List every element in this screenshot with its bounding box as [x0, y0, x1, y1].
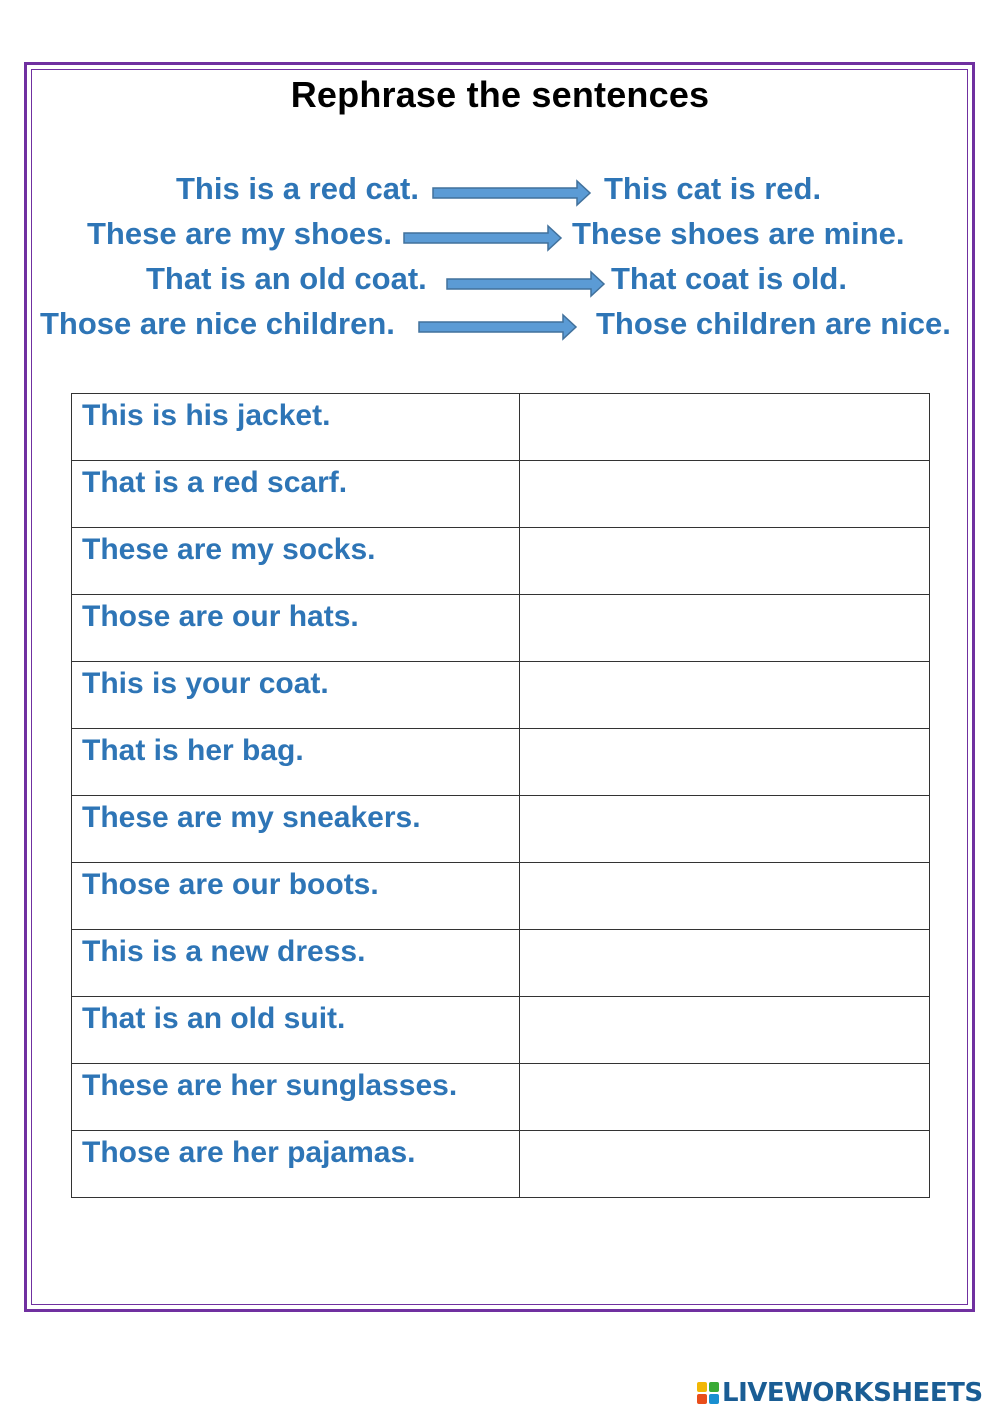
- answer-cell[interactable]: [519, 997, 929, 1064]
- prompt-cell: These are my sneakers.: [72, 796, 520, 863]
- exercise-table: [71, 393, 930, 1198]
- answer-cell[interactable]: [519, 595, 929, 662]
- answer-cell[interactable]: [519, 528, 929, 595]
- example-source: That is an old coat.: [146, 261, 427, 296]
- answer-cell[interactable]: [519, 662, 929, 729]
- right-arrow-icon: [403, 224, 563, 252]
- prompt-cell: Those are her pajamas.: [72, 1131, 520, 1198]
- answer-cell[interactable]: [519, 1064, 929, 1131]
- answer-cell[interactable]: [519, 461, 929, 528]
- table-row: [72, 595, 930, 662]
- example-result: Those children are nice.: [596, 306, 951, 341]
- table-row: [72, 997, 930, 1064]
- answer-cell[interactable]: [519, 1131, 929, 1198]
- table-row: [72, 1131, 930, 1198]
- example-source: These are my shoes.: [87, 216, 392, 251]
- answer-cell[interactable]: [519, 729, 929, 796]
- example-source: This is a red cat.: [176, 171, 419, 206]
- answer-cell[interactable]: [519, 863, 929, 930]
- table-row: [72, 394, 930, 461]
- prompt-cell: This is your coat.: [72, 662, 520, 729]
- table-row: [72, 729, 930, 796]
- answer-cell[interactable]: [519, 796, 929, 863]
- answer-cell[interactable]: [519, 394, 929, 461]
- right-arrow-icon: [432, 179, 592, 207]
- prompt-cell: Those are our boots.: [72, 863, 520, 930]
- prompt-cell: That is an old suit.: [72, 997, 520, 1064]
- example-result: These shoes are mine.: [572, 216, 905, 251]
- table-row: [72, 461, 930, 528]
- table-row: [72, 1064, 930, 1131]
- prompt-cell: This is a new dress.: [72, 930, 520, 997]
- liveworksheets-logo-icon: [697, 1382, 719, 1404]
- example-result: This cat is red.: [604, 171, 822, 206]
- table-row: [72, 662, 930, 729]
- prompt-cell: These are my socks.: [72, 528, 520, 595]
- table-row: [72, 930, 930, 997]
- table-row: [72, 796, 930, 863]
- prompt-cell: That is a red scarf.: [72, 461, 520, 528]
- liveworksheets-brand: [697, 1376, 983, 1410]
- prompt-cell: That is her bag.: [72, 729, 520, 796]
- table-row: [72, 863, 930, 930]
- right-arrow-icon: [418, 313, 578, 341]
- example-source: Those are nice children.: [40, 306, 395, 341]
- table-row: [72, 528, 930, 595]
- worksheet-title: Rephrase the sentences: [290, 74, 710, 115]
- example-result: That coat is old.: [611, 261, 847, 296]
- prompt-cell: This is his jacket.: [72, 394, 520, 461]
- answer-cell[interactable]: [519, 930, 929, 997]
- brand-text: LIVEWORKSHEETS: [722, 1378, 983, 1408]
- prompt-cell: These are her sunglasses.: [72, 1064, 520, 1131]
- right-arrow-icon: [446, 270, 606, 298]
- prompt-cell: Those are our hats.: [72, 595, 520, 662]
